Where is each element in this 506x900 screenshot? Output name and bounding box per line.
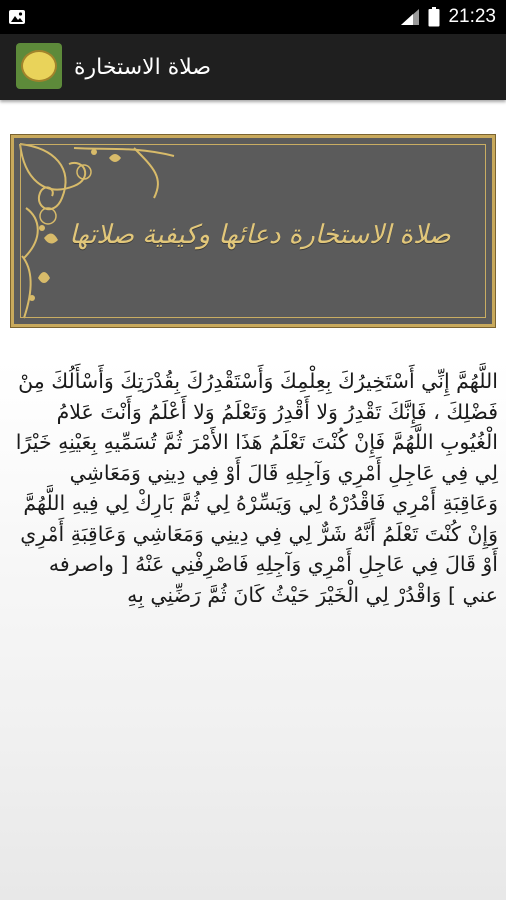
status-time: 21:23	[448, 6, 496, 27]
banner-title: صلاة الاستخارة دعائها وكيفية صلاتها	[69, 220, 451, 250]
banner-image	[11, 135, 495, 327]
signal-icon	[400, 8, 420, 26]
app-logo-icon[interactable]	[16, 43, 62, 89]
status-icons	[400, 0, 496, 34]
app-title: صلاة الاستخارة	[74, 54, 212, 80]
app-logo-emblem	[21, 50, 57, 82]
action-bar	[0, 34, 506, 100]
dua-text: اللَّهُمَّ إِنِّي أَسْتَخِيرُكَ بِعِلْمِكَ وَأَسْتَقْدِرُكَ بِقُدْرَتِكَ وَأَسْأَلُكَ مِنْ فَضْلِكَ ، فَإِنَّكَ تَقْدِرُ وَلا أَقْدِرُ وَتَعْلَمُ وَلا أَعْلَمُ وَأَنْتَ عَلامُ الْغُيُوبِ اللَّهُمَّ فَإِنْ كُنْتَ تَعْلَمُ هَذَا الأَمْرَ ثُمَّ تُسَمِّيهِ بِعَيْنِهِ خَيْرًا لِي فِي عَاجِلِ أَمْرِي وَآجِلِهِ قَالَ أَوْ فِي دِينِي وَمَعَاشِي وَعَاقِبَةِ أَمْرِي فَاقْدُرْهُ لِي وَيَسِّرْهُ لِي ثُمَّ بَارِكْ لِي فِيهِ اللَّهُمَّ وَإِنْ كُنْتَ تَعْلَمُ أَنَّهُ شَرٌّ لِي فِي دِينِي وَمَعَاشِي وَعَاقِبَةِ أَمْرِي أَوْ قَالَ فِي عَاجِلِ أَمْرِي وَآجِلِهِ فَاصْرِفْنِي عَنْهُ [ واصرفه عني ] وَاقْدُرْ لِي الْخَيْرَ حَيْثُ كَانَ ثُمَّ رَضِّنِي بِهِ	[15, 369, 498, 607]
status-bar	[0, 0, 506, 34]
image-notification-icon	[8, 8, 26, 26]
battery-icon	[428, 7, 440, 27]
